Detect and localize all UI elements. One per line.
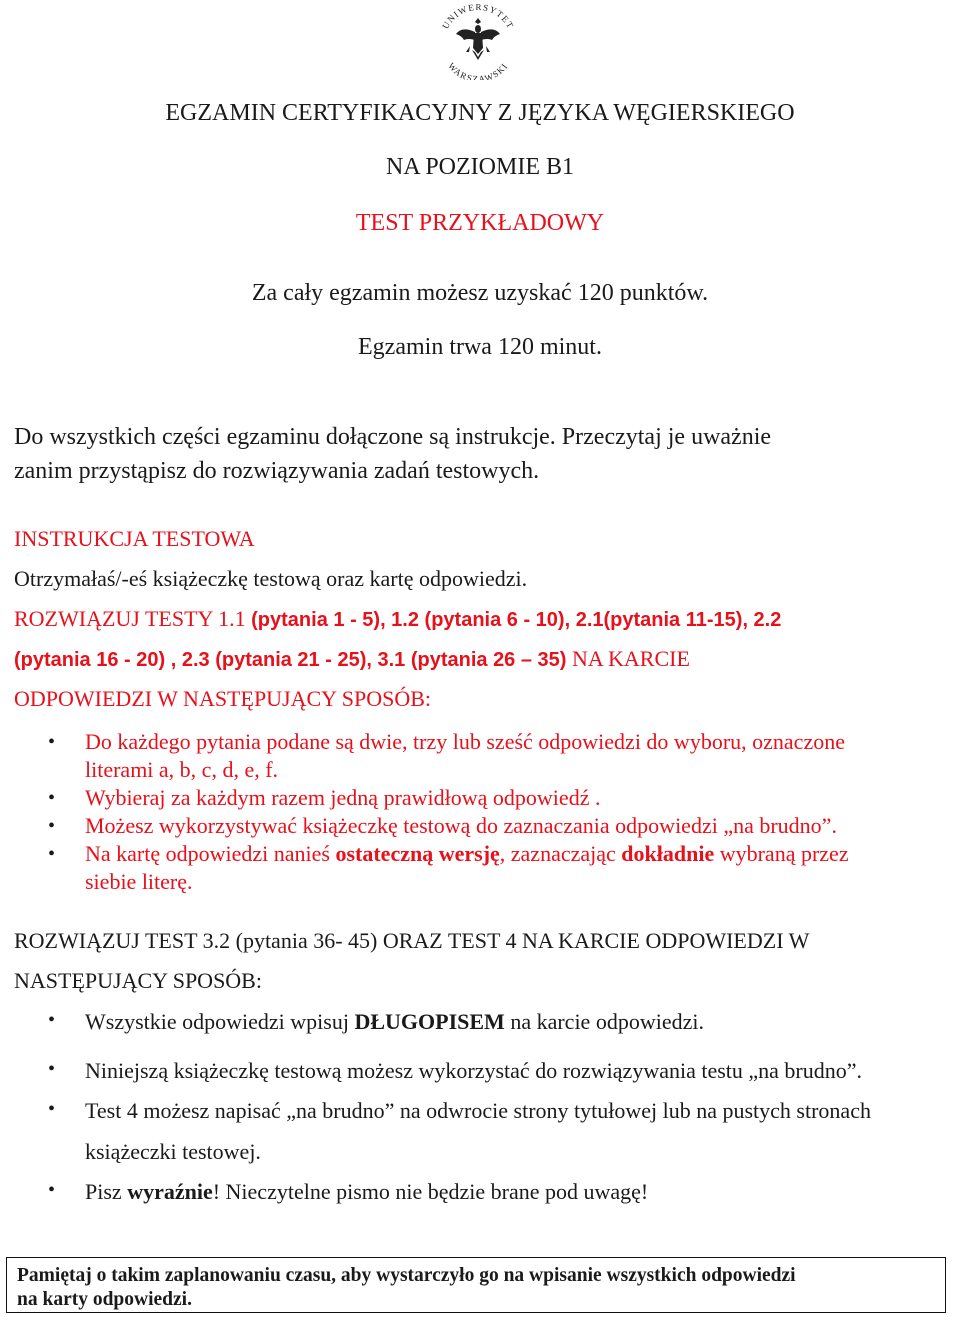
time-note-line-1: Pamiętaj o takim zaplanowaniu czasu, aby wystarczyło go na wpisanie wszystkich odpowiedzi	[17, 1265, 796, 1286]
bullet-icon: •	[48, 731, 56, 753]
rule-final-text-d: dokładnie	[621, 841, 715, 866]
list-item	[48, 812, 849, 840]
solve-tests-on-card: NA KARCIE	[566, 646, 690, 671]
points-info: Za cały egzamin możesz uzyskać 120 punktów.	[251, 280, 709, 306]
bullet-icon: •	[48, 815, 56, 837]
solve-tests-line-2	[14, 646, 690, 672]
list-item	[48, 840, 849, 896]
bullet-icon: •	[48, 787, 56, 809]
rule-legible-text-a: Pisz	[85, 1179, 128, 1204]
intro-line-1: Do wszystkich części egzaminu dołączone są instrukcje. Przeczytaj je uważnie	[14, 424, 772, 450]
exam-title: EGZAMIN CERTYFIKACYJNY Z JĘZYKA WĘGIERSKIEGO	[165, 100, 795, 126]
solve-tests-label: ROZWIĄZUJ TESTY 1.1	[14, 606, 246, 631]
rule-final-text-a: Na kartę odpowiedzi nanieś	[85, 841, 336, 866]
rule-final-text-line-2: siebie literę.	[85, 869, 193, 894]
rule-pen-text-b: DŁUGOPISEM	[354, 1009, 505, 1034]
bullet-icon: •	[48, 1009, 56, 1031]
section2-line-2: NASTĘPUJĄCY SPOSÓB:	[14, 968, 262, 993]
solve-tests-ranges-3: 35)	[532, 649, 567, 671]
rule-pen-text-a: Wszystkie odpowiedzi wpisuj	[85, 1009, 355, 1034]
rule-legible-text-c: ! Nieczytelne pismo nie będzie brane pod uwagę!	[212, 1179, 649, 1204]
list-item	[48, 1179, 648, 1205]
instruction-heading: INSTRUKCJA TESTOWA	[14, 526, 255, 551]
rule-final-text-c: , zaznaczając	[499, 841, 622, 866]
solve-tests-line-1	[14, 606, 781, 632]
eagle-icon	[456, 18, 500, 60]
list-item	[48, 1098, 871, 1124]
rule-final-text-b: ostateczną wersję	[335, 841, 500, 866]
rules-list-1	[48, 728, 849, 896]
solve-tests-ranges-2: (pytania 16 - 20) , 2.3 (pytania 21 - 25), 3.1 (pytania 26	[14, 649, 521, 671]
list-item	[48, 728, 849, 784]
intro-line-2: zanim przystąpisz do rozwiązywania zadań testowych.	[14, 458, 540, 484]
bullet-icon: •	[48, 1098, 56, 1120]
bullet-icon: •	[48, 1058, 56, 1080]
rule-final-text-e: wybraną przez	[714, 841, 849, 866]
list-item	[48, 1058, 862, 1084]
exam-level: NA POZIOMIE B1	[385, 154, 574, 180]
rule-legible-text-b: wyraźnie	[127, 1179, 213, 1204]
received-booklet-text: Otrzymałaś/-eś książeczkę testową oraz kartę odpowiedzi.	[14, 566, 528, 591]
solve-tests-ranges-1: (pytania 1 - 5), 1.2 (pytania 6 - 10), 2.1(pytania 11-15), 2.2	[245, 609, 782, 631]
time-note-box	[6, 1257, 946, 1313]
svg-text:WARSZAWSKI: WARSZAWSKI	[446, 60, 510, 80]
rule-test4-line-2: książeczki testowej.	[85, 1139, 261, 1164]
rule-choices-line-1: Do każdego pytania podane są dwie, trzy lub sześć odpowiedzi do wyboru, oznaczone	[85, 729, 845, 754]
sample-test-label: TEST PRZYKŁADOWY	[355, 210, 605, 236]
rule-booklet-draft: Niniejszą książeczkę testową możesz wykorzystać do rozwiązywania testu „na brudno”.	[85, 1058, 863, 1083]
duration-info: Egzamin trwa 120 minut.	[358, 334, 602, 360]
rule-test4-line-1: Test 4 możesz napisać „na brudno” na odwrocie strony tytułowej lub na pustych stronach	[85, 1098, 871, 1123]
solve-tests-line-3: ODPOWIEDZI W NASTĘPUJĄCY SPOSÓB:	[14, 686, 432, 711]
section2-line-1: ROZWIĄZUJ TEST 3.2 (pytania 36- 45) ORAZ TEST 4 NA KARCIE ODPOWIEDZI W	[14, 928, 810, 953]
bullet-icon: •	[48, 843, 56, 865]
list-item	[48, 1009, 704, 1035]
solve-tests-dash: –	[520, 649, 532, 671]
bullet-icon: •	[48, 1179, 56, 1201]
list-item	[48, 784, 849, 812]
time-note-line-2: na karty odpowiedzi.	[17, 1289, 192, 1310]
rule-pen-text-c: na karcie odpowiedzi.	[504, 1009, 704, 1034]
rule-one-answer: Wybieraj za każdym razem jedną prawidłową odpowiedź .	[85, 785, 601, 810]
university-logo	[432, 2, 524, 85]
rule-choices-line-2: literami a, b, c, d, e, f.	[85, 757, 279, 782]
rule-draft: Możesz wykorzystywać książeczkę testową do zaznaczania odpowiedzi „na brudno”.	[85, 813, 837, 838]
svg-text:UNIWERSYTET: UNIWERSYTET	[440, 2, 516, 31]
